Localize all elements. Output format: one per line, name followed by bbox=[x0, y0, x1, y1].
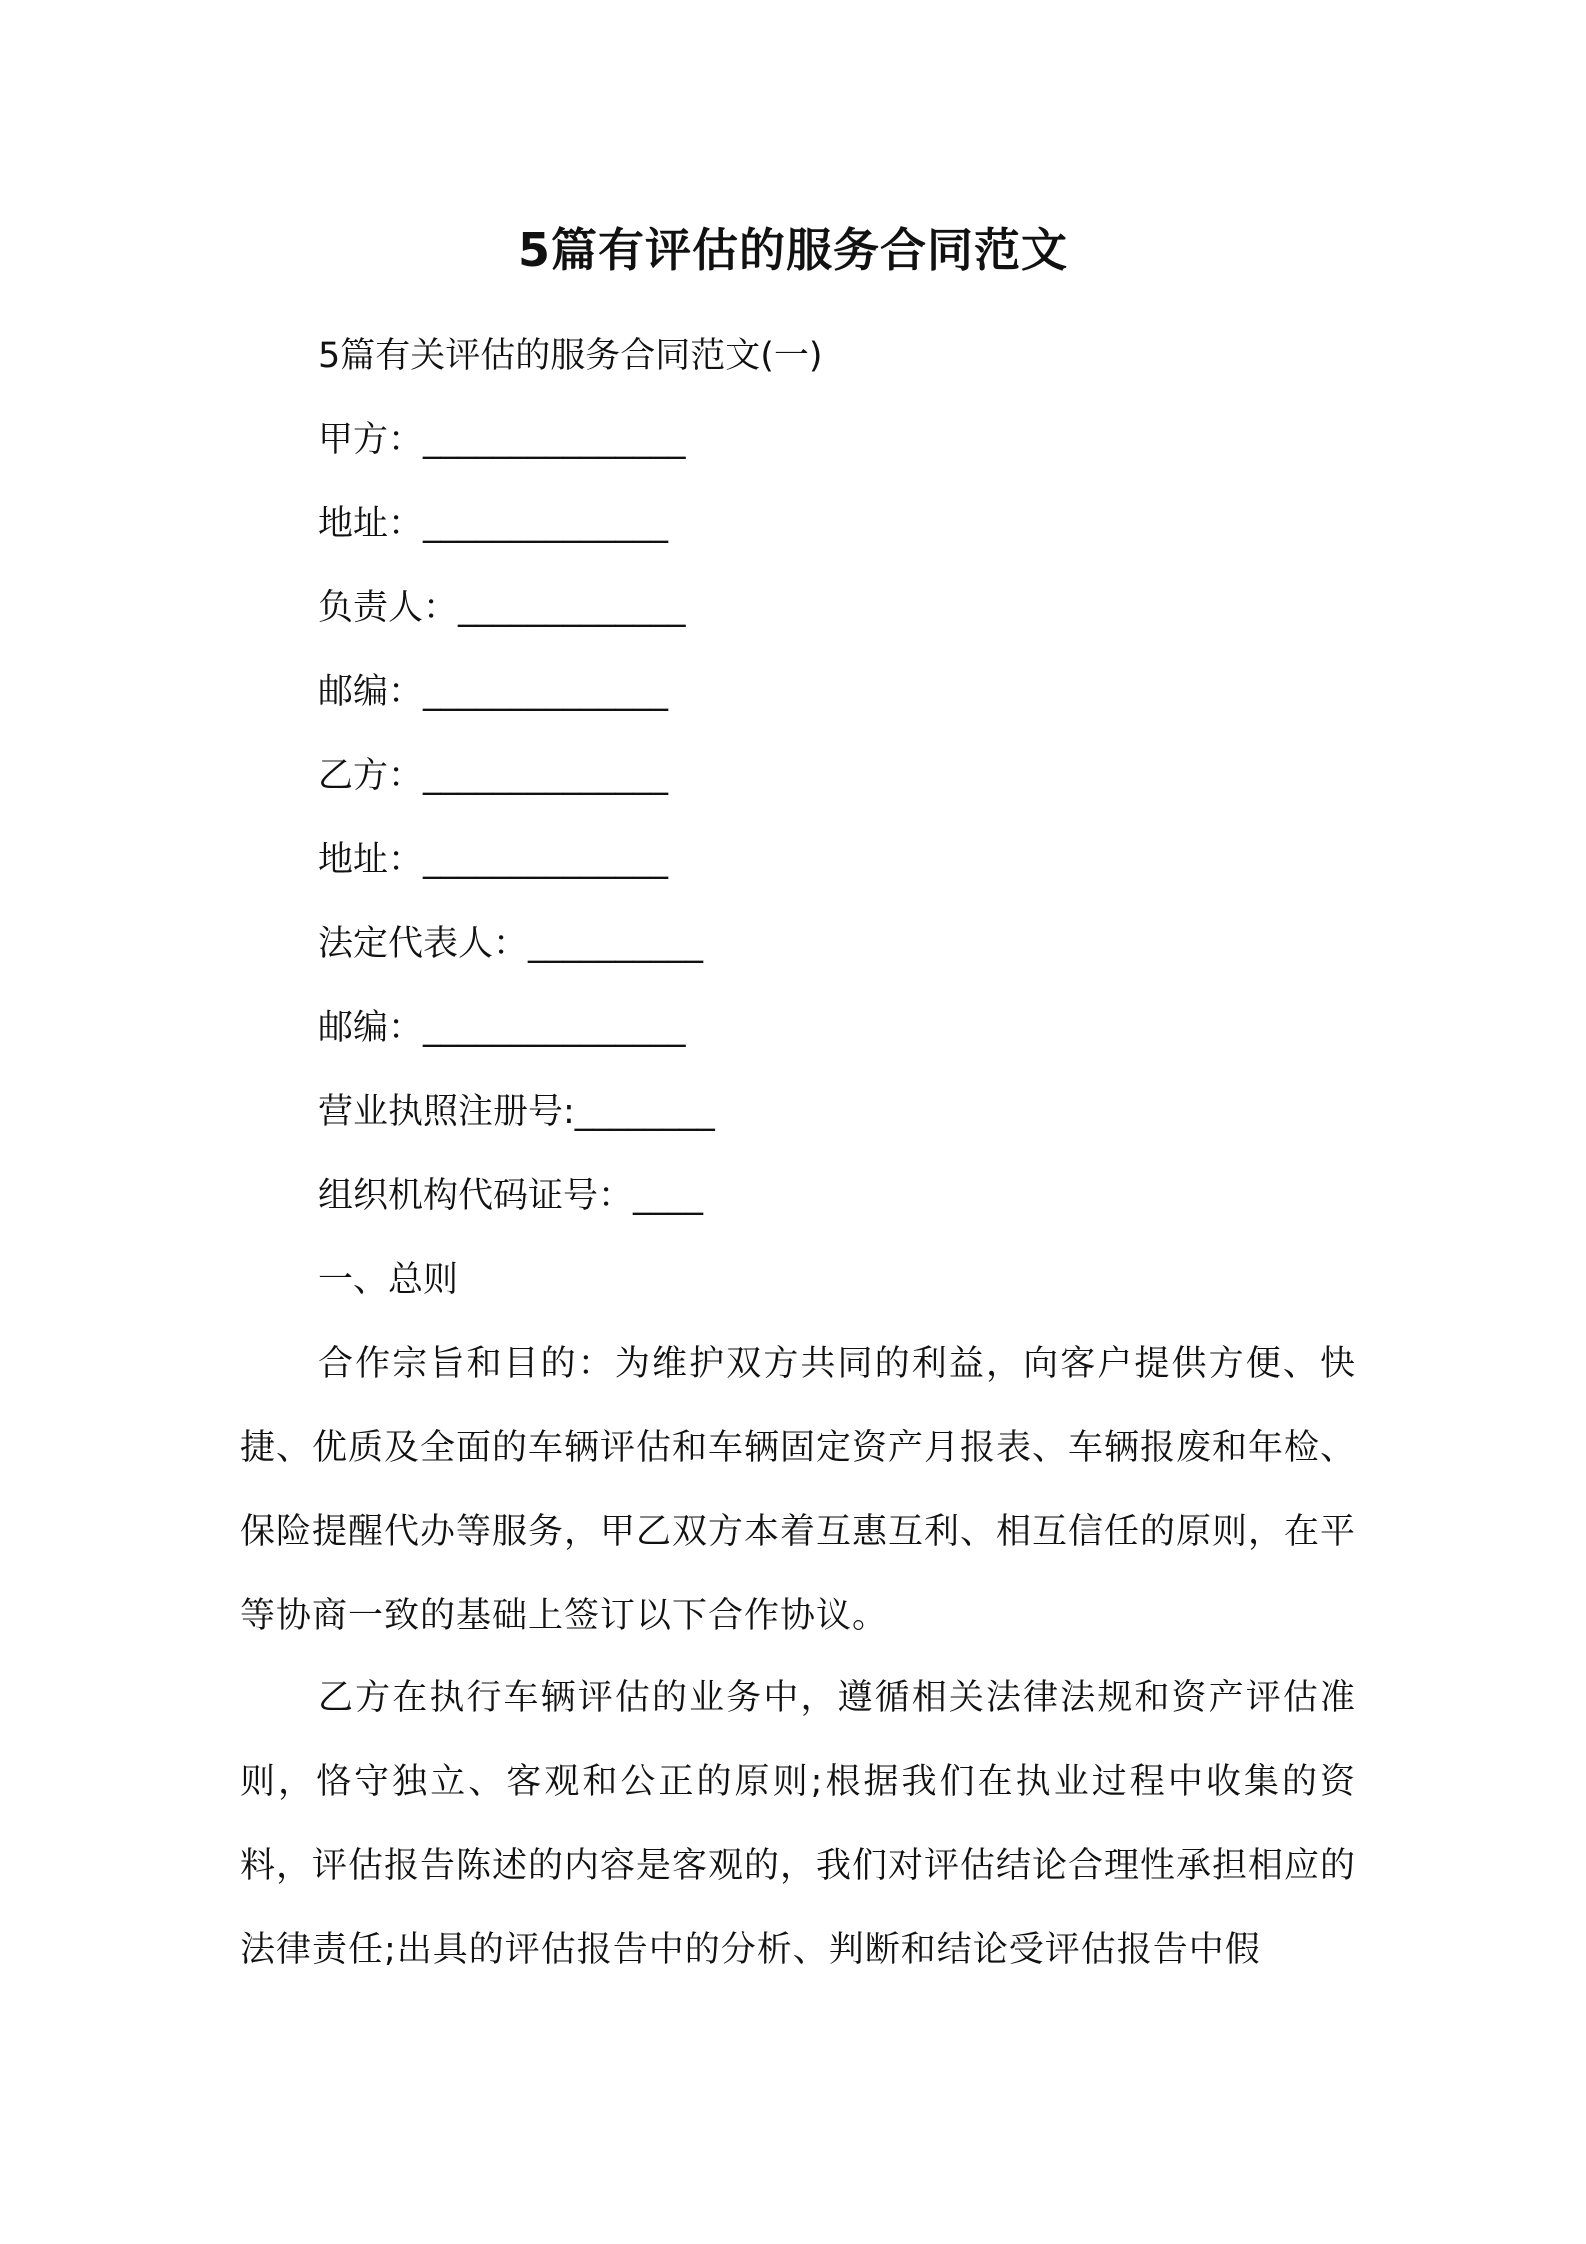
field-organization-code: 组织机构代码证号：____ bbox=[318, 1176, 704, 1216]
document-title: 5篇有评估的服务合同范文 bbox=[517, 223, 1068, 277]
field-party-b-address: 地址：______________ bbox=[318, 840, 669, 880]
field-party-a: 甲方：_______________ bbox=[318, 420, 686, 460]
field-party-a-postcode: 邮编：______________ bbox=[318, 672, 669, 712]
field-party-a-address: 地址：______________ bbox=[318, 504, 669, 544]
paragraph-purpose: 合作宗旨和目的：为维护双方共同的利益，向客户提供方便、快捷、优质及全面的车辆评估和车辆固定资产月报表、车辆报废和年检、保险提醒代办等服务，甲乙双方本着互惠互利、相互信任的原则，在平等协商一致的基础上签订以下合作协议。 bbox=[240, 1344, 1357, 1636]
section-heading: 一、总则 bbox=[318, 1260, 459, 1300]
field-legal-representative: 法定代表人：__________ bbox=[318, 924, 704, 964]
field-party-b: 乙方：______________ bbox=[318, 756, 669, 796]
document-subtitle: 5篇有关评估的服务合同范文(一) bbox=[318, 336, 823, 376]
field-party-a-principal: 负责人：_____________ bbox=[318, 588, 686, 628]
paragraph-party-b-obligations: 乙方在执行车辆评估的业务中，遵循相关法律法规和资产评估准则，恪守独立、客观和公正的原则;根据我们在执业过程中收集的资料，评估报告陈述的内容是客观的，我们对评估结论合理性承担相应的法律责任;出具的评估报告中的分析、判断和结论受评估报告中假 bbox=[240, 1678, 1357, 1970]
field-party-b-postcode: 邮编：_______________ bbox=[318, 1008, 686, 1048]
field-business-license-number: 营业执照注册号:________ bbox=[318, 1092, 715, 1132]
